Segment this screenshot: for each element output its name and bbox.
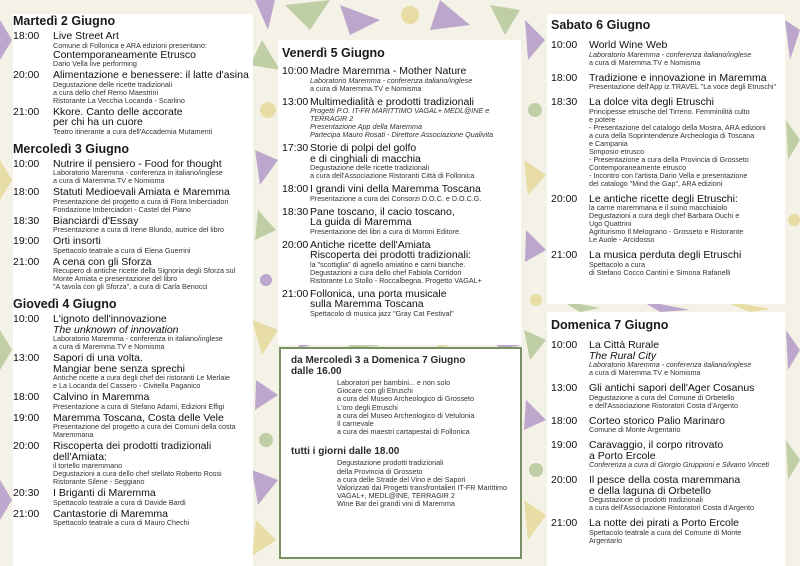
- event-desc: a cura della Soprintendenze Archeologia di Toscana: [589, 130, 755, 140]
- event-desc: la carne maremmana e il suino macchiaiolo: [589, 203, 728, 212]
- event: [13, 257, 253, 292]
- event: [551, 250, 785, 277]
- event-title: Corteo storico Palio Marinaro: [589, 414, 725, 427]
- box-line: Degustazione prodotti tradizionali: [337, 458, 444, 468]
- event-time: 10:00: [551, 339, 578, 351]
- event: [551, 73, 785, 92]
- event-time: 20:00: [551, 192, 578, 205]
- event-desc: a cura dell'Associazione Ristoratori Costa d'Argento: [589, 503, 754, 512]
- event-desc: - Presentazione del catalogo della Mostra, ARA edizioni: [589, 122, 766, 132]
- event-title-2: dell'Amiata:: [53, 450, 107, 463]
- box-line: Il carnevale: [337, 419, 374, 429]
- event-title: World Wine Web: [589, 39, 668, 51]
- event: [13, 353, 253, 390]
- event-title: Antiche ricette dell'Amiata: [310, 238, 431, 251]
- event-time: 21:00: [551, 249, 578, 261]
- event-time: 10:00: [13, 313, 40, 325]
- event-time: 21:00: [13, 255, 40, 268]
- schedule-column-4: [547, 312, 785, 566]
- event-desc: e potere: [589, 114, 616, 124]
- event-title: Nutrire il pensiero - Food for thought: [53, 157, 222, 170]
- event-desc: a cura di Maremma.TV e Nomisma: [53, 342, 165, 351]
- event-title: Orti insorti: [53, 235, 101, 247]
- event-time: 18:00: [551, 414, 578, 427]
- day-title: Sabato 6 Giugno: [551, 18, 651, 32]
- event: [13, 187, 253, 214]
- box-line: VAGAL+, MEDL@INE, TERRAGIR 2: [337, 491, 455, 501]
- event-desc: Antiche ricette a cura degli chef dei ristoranti Le Merlaie: [53, 373, 230, 382]
- event-title: Storie di polpi del golfo: [310, 142, 417, 154]
- event-time: 21:00: [13, 105, 40, 118]
- event-desc: Presentazione del progetto a cura dei Comuni della costa: [53, 422, 236, 431]
- event-desc: a cura di Maremma.TV e Nomisma: [589, 368, 701, 377]
- event-desc-italic: Laboratorio Maremma - conferenza italiano/inglese: [589, 49, 752, 59]
- schedule-column-1: [13, 14, 253, 566]
- event-title: Bianciardi d'Essay: [53, 214, 139, 227]
- day-title: Venerdì 5 Giugno: [282, 46, 385, 60]
- event-desc: Presentazione a cura di Stefano Adami, Edizioni Effigi: [53, 401, 225, 411]
- box-line: a cura del Museo Archeologico di Grosseto: [337, 394, 475, 404]
- event-title: La dolce vita degli Etruschi: [589, 96, 714, 108]
- event-desc: a cura di Maremma.TV e Nomisma: [589, 57, 701, 67]
- event-time: 20:00: [551, 474, 578, 486]
- event-time: 10:00: [13, 157, 40, 170]
- event: [13, 236, 253, 255]
- event-desc: Argentario: [589, 535, 623, 545]
- daily-activities-box: [279, 347, 522, 559]
- day-title: Domenica 7 Giugno: [551, 318, 669, 332]
- event: [282, 66, 521, 93]
- event-desc: Recupero di antiche ricette della Signoria degli Sforza sul: [53, 266, 236, 275]
- event-desc: Degustazioni a cura degli chef Barbara Duchi e: [589, 211, 740, 220]
- event-desc: Degustazioni a cura dello chef Fabiola Corridori: [310, 267, 462, 277]
- event-desc: Presentazione a cura dei Consorzi D.O.C. e D.O.C.G.: [310, 193, 482, 203]
- event-time: 18:00: [551, 71, 578, 84]
- event-desc: - Incontro con l'artista Dario Vella e presentazione: [589, 170, 748, 180]
- event-title-2: a Porto Ercole: [589, 449, 656, 462]
- event-time: 18:00: [13, 391, 40, 403]
- box-line: Laboratori per bambini... e non solo: [337, 378, 451, 387]
- event: [13, 392, 253, 411]
- event-desc: Degustazione di prodotti tradizionali: [589, 495, 703, 504]
- event: [551, 340, 785, 377]
- event-desc: Laboratorio Maremma - conferenza in italiano/inglese: [53, 334, 223, 343]
- event: [13, 413, 253, 440]
- event-desc: Degustazione delle ricette tradizionali: [310, 163, 430, 172]
- event-desc: a cura di Maremma.TV e Nomisma: [310, 83, 422, 93]
- event: [13, 488, 253, 507]
- event-title: Kkore. Canto delle accorate: [53, 105, 183, 118]
- event: [282, 184, 521, 203]
- event-title-italic: The Rural City: [589, 349, 657, 362]
- event-desc-italic: TERRAGIR 2: [310, 114, 354, 123]
- event-desc: la "scottiglia" di agnello amiatino e carni bianche.: [310, 259, 466, 269]
- event-title: I grandi vini della Maremma Toscana: [310, 183, 481, 195]
- event-desc: Ugo Quattrini: [589, 219, 632, 228]
- event: [13, 159, 253, 186]
- event: [282, 97, 521, 140]
- event-desc-italic: Presentazione App della Maremma: [310, 122, 422, 131]
- event-title-2: sulla Maremma Toscana: [310, 298, 424, 310]
- event-time: 19:00: [551, 439, 578, 451]
- box-line: a cura del Museo Archeologico di Vetulonia: [337, 410, 475, 420]
- event-title: Sapori di una volta.: [53, 352, 143, 364]
- event-title: I Briganti di Maremma: [53, 487, 156, 499]
- event-desc-italic: Partecipa Mauro Rosati - Direttore Associazione Qualivita: [310, 130, 494, 139]
- box-line: a cura delle Strade del Vino e dei Sapori: [337, 474, 466, 484]
- event-title: Riscoperta dei prodotti tradizionali: [53, 440, 212, 452]
- event: [13, 216, 253, 235]
- event-desc: Ristorante La Vecchia Locanda - Scarlino: [53, 95, 185, 105]
- event: [282, 207, 521, 236]
- event-title-2: La guida di Maremma: [310, 216, 412, 228]
- event-title: L'ignoto dell'innovazione: [53, 313, 167, 325]
- event: [551, 97, 785, 188]
- event-title-2: per chi ha un cuore: [53, 116, 143, 128]
- event: [282, 240, 521, 285]
- event-desc: di Stefano Cocco Cantini e Simona Rafanelli: [589, 267, 731, 277]
- event-title: Gli antichi sapori dell'Ager Cosanus: [589, 382, 755, 394]
- event-title-italic: The unknown of innovation: [53, 323, 179, 336]
- event: [551, 518, 785, 545]
- box-line: Giocare con gli Etruschi: [337, 386, 413, 396]
- event-time: 18:30: [13, 214, 40, 227]
- event-time: 17:30: [282, 142, 309, 154]
- event-desc: Degustazione delle ricette tradizionali: [53, 79, 173, 89]
- event-desc: Teatro itinerante a cura dell'Accademia Mutamenti: [53, 126, 213, 136]
- event-time: 10:00: [551, 39, 578, 51]
- event-desc: "A tavola con gli Sforza", a cura di Carla Benocci: [53, 282, 208, 291]
- event: [13, 31, 253, 68]
- schedule-column-2: [278, 40, 521, 345]
- event-desc: del catalogo "Mind the Gap", ARA edizioni: [589, 178, 723, 188]
- event-desc-italic: Laboratorio Maremma - conferenza italiano/inglese: [310, 75, 473, 85]
- event-time: 21:00: [551, 517, 578, 529]
- day-title: Mercoledì 3 Giugno: [13, 141, 129, 156]
- event-desc: Presentazione dei libri a cura di Moroni Editore.: [310, 226, 462, 236]
- event-title-2: Mangiar bene senza sprechi: [53, 362, 185, 375]
- box-line: Valorizzati dai Progetti transfrontalieri IT-FR Marittimo: [337, 483, 508, 493]
- day-block-thu: [13, 297, 253, 527]
- box-heading-time: dalle 16.00: [291, 366, 342, 377]
- event: [13, 107, 253, 136]
- event-desc: Spettacolo teatrale a cura di Elena Guerrini: [53, 245, 191, 255]
- box-heading: da Mercoledì 3 a Domenica 7 Giugno: [291, 355, 466, 366]
- event-time: 20:30: [13, 487, 40, 499]
- event-title: Tradizione e innovazione in Maremma: [589, 71, 767, 84]
- box-heading: tutti i giorni dalle 18.00: [291, 446, 400, 458]
- event-desc: Le Auole - Arcidosso: [589, 235, 655, 244]
- event: [551, 194, 785, 245]
- event-title-2: Contemporaneamente Etrusco: [53, 48, 196, 61]
- day-title: Giovedì 4 Giugno: [13, 297, 117, 311]
- event-title: La notte dei pirati a Porto Ercole: [589, 517, 740, 529]
- event-desc: Spettacolo a cura: [589, 259, 645, 269]
- event: [282, 289, 521, 318]
- event: [551, 440, 785, 469]
- event-desc: Ristorante Lo Stollo - Roccalbegna. Progetto VAGAL+: [310, 275, 482, 285]
- event: [551, 383, 785, 410]
- event-desc: Monte Amiata e presentazione del libro: [53, 274, 178, 283]
- event-time: 19:00: [13, 411, 40, 424]
- event-title: Statuti Medioevali Amiata e Maremma: [53, 186, 230, 198]
- box-line: della Provincia di Grosseto: [337, 466, 423, 476]
- event: [551, 475, 785, 512]
- event-desc: a cura di Maremma.TV e Nomisma: [53, 176, 165, 185]
- event-title-2: e di cinghiali di macchia: [310, 152, 421, 165]
- event-desc: - Presentazione a cura della Provincia di Grosseto: [589, 154, 749, 164]
- box-line: L'oro degli Etruschi: [337, 402, 398, 412]
- event-desc: Contemporaneamente etrusco: [589, 162, 687, 172]
- event-desc: Spettacolo di musica jazz "Gray Cat Festival": [310, 308, 454, 318]
- event-desc: Agriturismo Il Melograno - Grosseto e Ristorante: [589, 227, 744, 236]
- event: [282, 143, 521, 180]
- event-title: La Città Rurale: [589, 339, 660, 351]
- event-time: 10:00: [282, 65, 309, 77]
- event-time: 18:00: [13, 30, 40, 42]
- event-time: 20:00: [13, 69, 40, 81]
- event: [13, 509, 253, 528]
- event-title: La musica perduta degli Etruschi: [589, 249, 742, 261]
- event-title: Cantastorie di Maremma: [53, 507, 168, 520]
- event-title: Caravaggio, il corpo ritrovato: [589, 439, 724, 451]
- event-desc: Presentazione del progetto a cura di Fiora Imberciadori: [53, 196, 229, 206]
- event-desc: e dell'Associazione Ristoratori Costa d'Argento: [589, 400, 738, 410]
- event-title: Madre Maremma - Mother Nature: [310, 65, 467, 77]
- event-desc: Comune di Follonica e ARA edizioni presentano:: [53, 40, 207, 50]
- event-desc-italic: Laboratorio Maremma - conferenza italiano/inglese: [589, 360, 752, 369]
- day-block-wed: [13, 142, 253, 292]
- event-title: Il pesce della costa maremmana: [589, 474, 741, 486]
- event-title-2: Riscoperta dei prodotti tradizionali:: [310, 249, 472, 261]
- event-time: 20:00: [13, 440, 40, 452]
- event-time: 18:30: [551, 96, 578, 108]
- event-desc: a cura dello chef Remo Maestrini: [53, 87, 159, 97]
- event: [13, 441, 253, 486]
- event-title: Follonica, una porta musicale: [310, 287, 447, 300]
- box-line: a cura dei maestri cartapestai di Follonica: [337, 427, 470, 437]
- day-title: Martedì 2 Giugno: [13, 14, 116, 28]
- event-desc: Dario Vella live performing: [53, 59, 137, 68]
- event-time: 18:30: [282, 205, 309, 218]
- event-desc: Degustazioni a cura dello chef stellato Roberto Rossi: [53, 469, 222, 478]
- event-desc: Ristorante Silene - Seggiano: [53, 477, 145, 486]
- event-desc: a cura dell'Associazione Ristoranti Città di Follonica: [310, 171, 475, 180]
- event-desc: Maremmana: [53, 430, 94, 439]
- event-time: 19:00: [13, 235, 40, 247]
- event: [13, 314, 253, 351]
- event-desc: Presentazione dell'App iz.TRAVEL "La voce degli Etruschi": [589, 82, 777, 91]
- event-desc: Principesse etrusche del Tirreno. Femminilità culto: [589, 106, 750, 116]
- event-desc: e Campania: [589, 138, 628, 148]
- event-title: Maremma Toscana, Costa delle Vele: [53, 411, 224, 424]
- event-desc: Comune di Monte Argentario: [589, 425, 681, 434]
- event-desc-italic: Progetti P.O. IT-FR MARITTIMO VAGAL+ MEDL@INE e: [310, 106, 490, 115]
- schedule-column-3: [547, 14, 785, 304]
- event-time: 20:00: [282, 238, 309, 251]
- event-time: 18:00: [282, 183, 309, 195]
- event: [551, 416, 785, 435]
- event-desc: e La Locanda del Cassero - Civitella Paganico: [53, 381, 201, 390]
- event-desc: Spettacolo teatrale a cura del Comune di Monte: [589, 527, 742, 537]
- event-title: Pane toscano, il cacio toscano,: [310, 205, 455, 218]
- event-time: 21:00: [282, 287, 309, 300]
- day-block-tue: [13, 14, 253, 136]
- event-desc: Degustazione a cura del Comune di Orbetello: [589, 392, 735, 402]
- event-desc: Spettacolo teatrale a cura di Davide Bardi: [53, 497, 186, 507]
- event-title: A cena con gli Sforza: [53, 255, 152, 268]
- event-time: 13:00: [282, 95, 309, 108]
- event-title-2: e della laguna di Orbetello: [589, 484, 712, 497]
- event-desc: il tortello maremmano: [53, 461, 123, 470]
- event-desc-italic: Conferenza a cura di Giorgio Gruppioni e Silvano Vinceti: [589, 460, 770, 469]
- event-time: 21:00: [13, 507, 40, 520]
- event-desc: Presentazione a cura di Irene Blundo, autrice del libro: [53, 225, 225, 234]
- event-desc: Fondazione Imberciadori - Castel del Piano: [53, 204, 191, 214]
- event: [13, 70, 253, 105]
- event-title: Live Street Art: [53, 30, 119, 42]
- event-title: Alimentazione e benessere: il latte d'asina: [53, 69, 249, 81]
- event-time: 18:00: [13, 186, 40, 198]
- event-title: Le antiche ricette degli Etruschi:: [589, 192, 738, 205]
- event-desc: Simposio etrusco: [589, 146, 645, 156]
- event: [551, 40, 785, 67]
- event-time: 13:00: [13, 352, 40, 364]
- event-time: 13:00: [551, 382, 578, 394]
- event-desc: Laboratorio Maremma - conferenza in italiano/inglese: [53, 168, 223, 177]
- box-line: Wine Bar dei grandi vini di Maremma: [337, 499, 455, 509]
- event-title: Multimedialità e prodotti tradizionali: [310, 95, 474, 108]
- event-desc: Spettacolo teatrale a cura di Mauro Chechi: [53, 518, 190, 527]
- event-title: Calvino in Maremma: [53, 391, 150, 403]
